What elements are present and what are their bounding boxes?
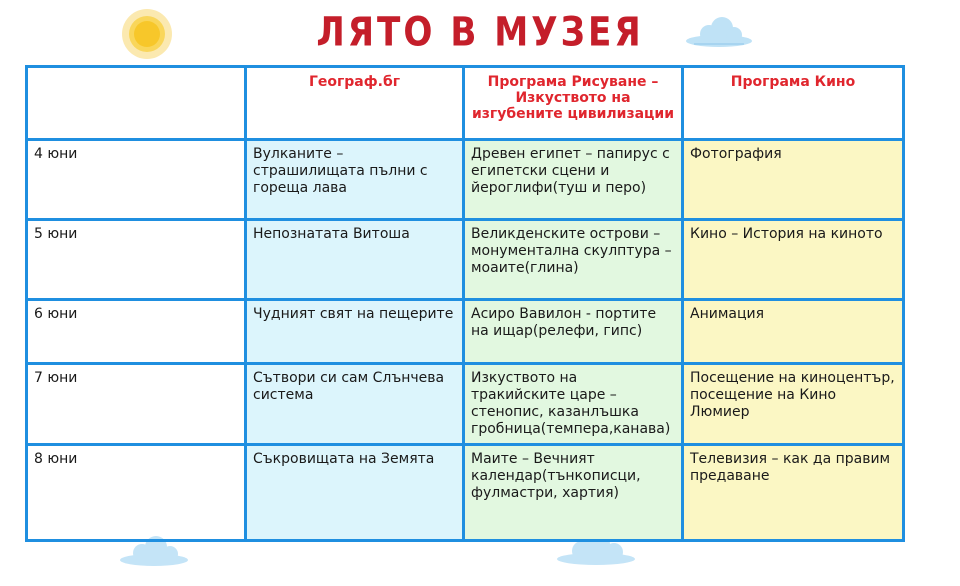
cloud-icon xyxy=(684,14,754,48)
table-cell: Маите – Вечният календар(тънкописци, фулмастри, хартия) xyxy=(464,445,683,541)
table-row xyxy=(27,364,904,445)
page-title: ЛЯТО В МУЗЕЯ xyxy=(316,8,644,56)
table-cell: Кино – История на киното xyxy=(683,220,904,300)
table-cell: Посещение на киноцентър, посещение на Кино Люмиер xyxy=(683,364,904,445)
header-cell-empty xyxy=(27,67,246,140)
header-cell-cinema: Програма Кино xyxy=(683,67,904,140)
table-cell: Телевизия – как да правим предаване xyxy=(683,445,904,541)
table-header-row xyxy=(27,67,904,140)
table-cell: Древен египет – папирус с египетски сцени и йероглифи(туш и перо) xyxy=(464,140,683,220)
table-cell: Великденските острови – монументална скулптура – моаите(глина) xyxy=(464,220,683,300)
table-cell: Фотография xyxy=(683,140,904,220)
table-cell: Вулканите – страшилищата пълни с гореща лава xyxy=(246,140,464,220)
date-cell: 8 юни xyxy=(27,445,246,541)
date-cell: 7 юни xyxy=(27,364,246,445)
table-row xyxy=(27,140,904,220)
table-row xyxy=(27,445,904,541)
date-cell: 5 юни xyxy=(27,220,246,300)
table-cell: Изкуството на тракийските царе – стенопис, казанлъшка гробница(темпера,канава) xyxy=(464,364,683,445)
table-row xyxy=(27,220,904,300)
schedule-table xyxy=(25,65,905,542)
table-cell: Непознатата Витоша xyxy=(246,220,464,300)
table-cell: Анимация xyxy=(683,300,904,364)
table-cell: Съкровищата на Земята xyxy=(246,445,464,541)
table-cell: Асиро Вавилон - портите на ищар(релефи, гипс) xyxy=(464,300,683,364)
date-cell: 4 юни xyxy=(27,140,246,220)
table-cell: Сътвори си сам Слънчева система xyxy=(246,364,464,445)
table-cell: Чудният свят на пещерите xyxy=(246,300,464,364)
date-cell: 6 юни xyxy=(27,300,246,364)
header-cell-geograf: Географ.бг xyxy=(246,67,464,140)
header-cell-drawing: Програма Рисуване – Изкуството на изгубените цивилизации xyxy=(464,67,683,140)
table-row xyxy=(27,300,904,364)
